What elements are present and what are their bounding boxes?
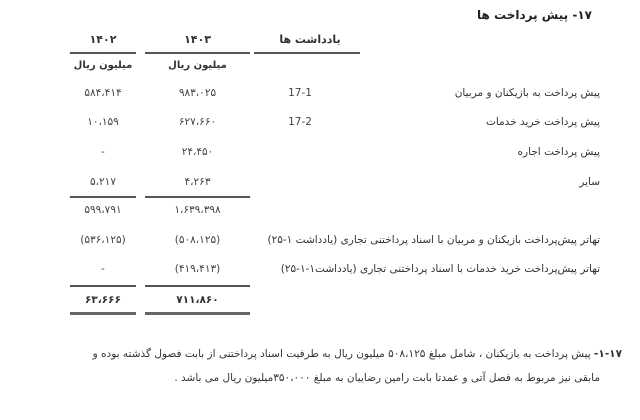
row-value-prior: ۵۸۴،۴۱۴ [84,87,122,99]
footnote-text-1: پیش پرداخت به بازیکنان ، شامل مبلغ ۵۰۸،۱۲۵ میلیون ریال به طرفیت اسناد پرداختنی از بابت فصول گذشته بوده و [92,348,591,360]
offset-value-prior: (۵۳۶،۱۲۵) [80,234,126,246]
subtotal-rule-prior [70,196,136,198]
subtotal-prior: ۵۹۹،۷۹۱ [84,204,122,216]
row-label: پیش پرداخت اجاره [517,146,600,158]
footnote-line-1 [93,348,622,360]
total-prior: ۶۳،۶۶۶ [84,294,122,306]
notes-column-header: یادداشت ها [279,33,341,46]
row-note-ref: 17-2 [288,116,312,128]
footnote-number: ۱-۱۷- [594,348,622,360]
row-value-prior: - [100,146,106,158]
row-value-current: ۹۸۳،۰۲۵ [178,87,217,99]
offset-value-current: (۵۰۸،۱۲۵) [174,234,221,246]
row-note-ref: 17-1 [288,87,312,99]
unit-current: میلیون ریال [168,60,227,71]
section-heading [477,8,592,22]
footnote-line-2 [174,372,600,384]
row-value-current: ۴،۲۶۳ [184,176,211,188]
subtotal-rule-current [145,196,250,198]
year-prior-header: ۱۴۰۲ [89,33,117,46]
row-label: پیش پرداخت خرید خدمات [485,116,600,128]
row-value-current: ۲۴،۴۵۰ [181,146,214,158]
offset-label: تهاتر پیش‌پرداخت بازیکنان و مربیان با اسناد پرداختنی تجاری (یادداشت ۱-۲۵) [267,234,600,246]
total-rule-current [145,285,250,287]
row-value-prior: ۱۰،۱۵۹ [87,116,119,128]
row-value-current: ۶۲۷،۶۶۰ [178,116,217,128]
unit-prior: میلیون ریال [73,60,133,71]
total-double-rule-current [145,312,250,315]
offset-value-prior: - [100,263,106,275]
header-rule-prior [70,52,136,54]
offset-label: تهاتر پیش‌پرداخت خرید خدمات با اسناد پرداختنی تجاری (یادداشت۱-۱-۲۵) [280,263,600,275]
offset-value-current: (۴۱۹،۴۱۳) [174,263,221,275]
total-double-rule-prior [70,312,136,315]
header-rule-notes [254,52,360,54]
section-title: پیش پرداخت ها [477,8,569,22]
row-value-prior: ۵،۲۱۷ [90,176,116,188]
subtotal-current: ۱،۶۳۹،۳۹۸ [174,204,221,216]
total-rule-prior [70,285,136,287]
header-rule-current [145,52,250,54]
row-label: سایر [579,176,600,188]
row-label: پیش پرداخت به بازیکنان و مربیان [454,87,600,99]
section-number: ۱۷- [572,8,592,22]
total-current: ۷۱۱،۸۶۰ [176,294,219,306]
footnote-text-2: مابقی نیز مربوط به فصل آتی و عمدتا بابت رامین رضاییان به مبلغ ۳۵۰،۰۰۰میلیون ریال می باشد . [174,372,600,384]
year-current-header: ۱۴۰۳ [184,33,211,46]
